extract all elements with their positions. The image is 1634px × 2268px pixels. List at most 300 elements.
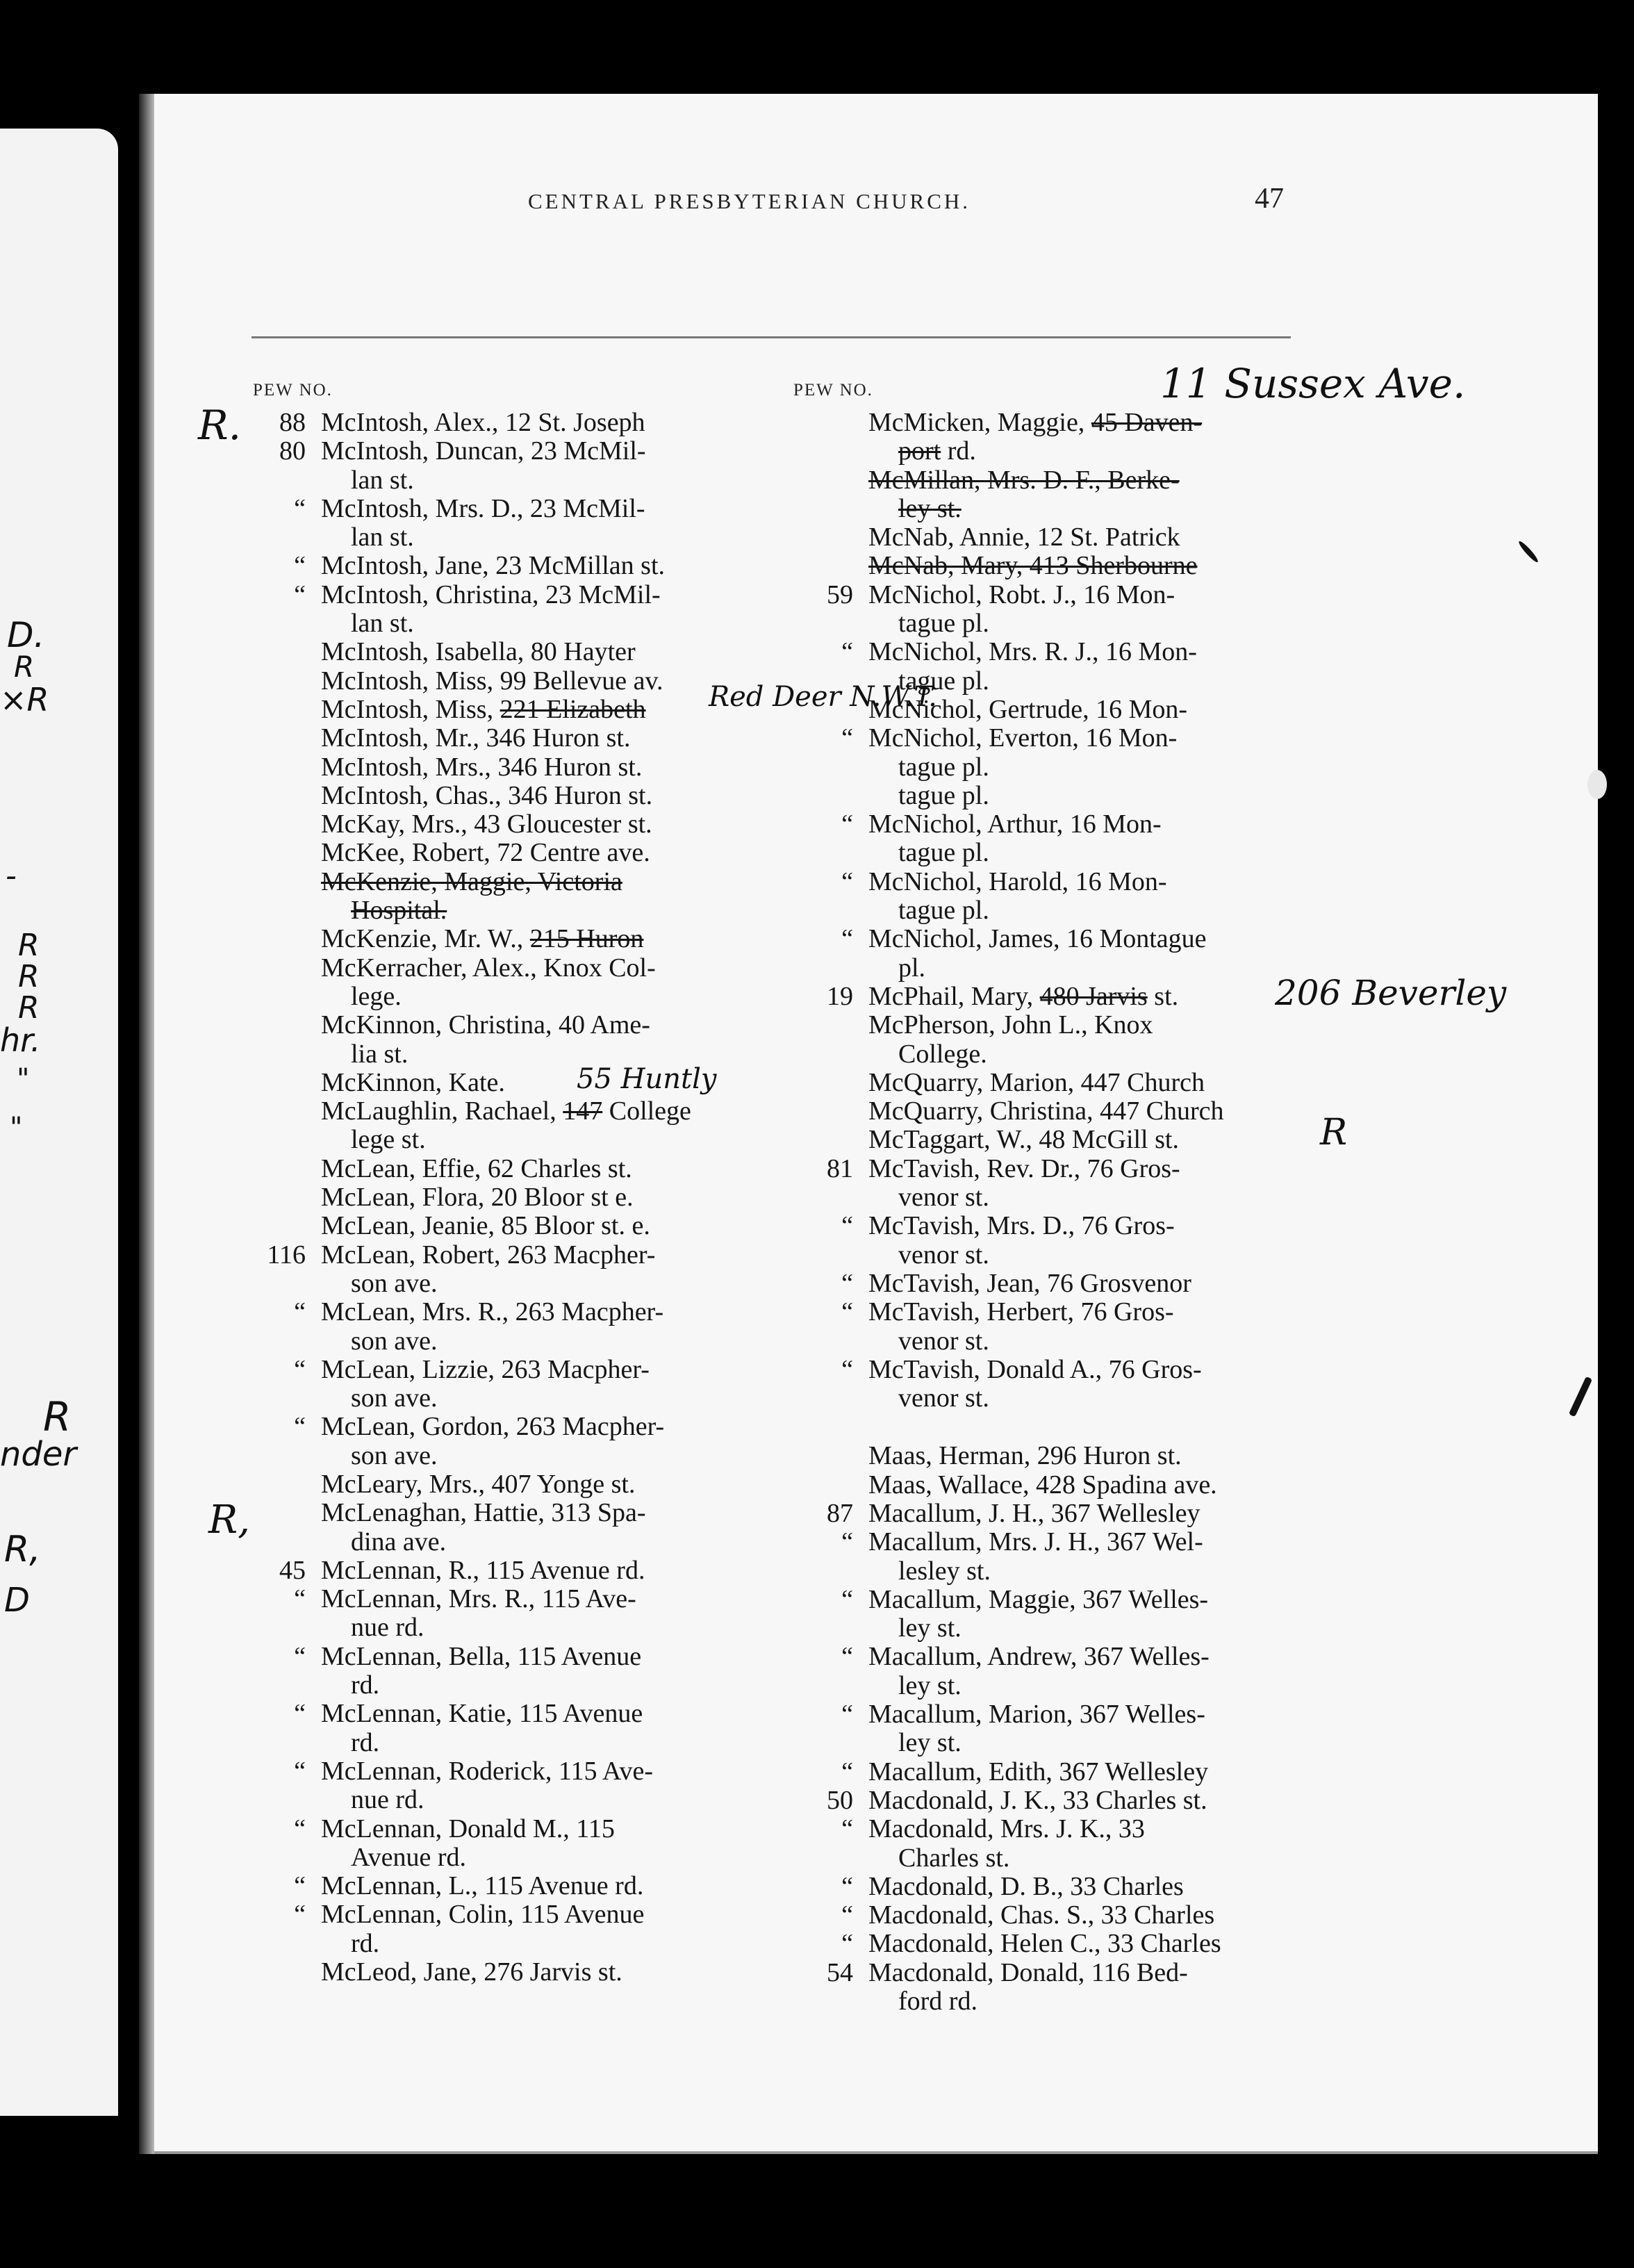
entry-continuation bbox=[258, 1729, 786, 1757]
margin-mark: hr. bbox=[0, 1021, 41, 1059]
handwritten-address: 206 Beverley bbox=[1275, 973, 1507, 1013]
directory-entry bbox=[806, 1269, 1334, 1298]
entry-name-address: nue rd. bbox=[351, 1785, 424, 1815]
entry-continuation bbox=[258, 466, 786, 495]
entry-name-address: son ave. bbox=[351, 1440, 438, 1470]
pew-number: 50 bbox=[827, 1785, 853, 1815]
directory-entry bbox=[806, 1815, 1334, 1843]
pew-number: “ bbox=[841, 1354, 853, 1384]
entry-name-address: venor st. bbox=[898, 1326, 989, 1356]
pew-number: “ bbox=[841, 1642, 853, 1672]
pew-number: “ bbox=[294, 493, 306, 523]
directory-entry bbox=[806, 409, 1334, 437]
margin-mark: R, bbox=[4, 1529, 41, 1570]
entry-text bbox=[898, 1614, 962, 1643]
entry-continuation bbox=[258, 1528, 786, 1556]
entry-text bbox=[868, 1298, 1174, 1326]
margin-mark: " bbox=[10, 1112, 23, 1144]
struck-out-text: 215 Huron bbox=[529, 924, 644, 954]
entry-text bbox=[868, 581, 1175, 609]
directory-entry bbox=[258, 495, 786, 523]
pew-number: “ bbox=[294, 1900, 306, 1930]
directory-entry bbox=[258, 1499, 786, 1527]
entry-text bbox=[898, 437, 976, 466]
handwritten-mark: R bbox=[1320, 1112, 1348, 1153]
entry-name-address: McKinnon, Kate. bbox=[321, 1067, 505, 1097]
pew-number: “ bbox=[841, 1757, 853, 1786]
margin-mark: ×R bbox=[0, 681, 49, 718]
directory-entry bbox=[806, 552, 1334, 580]
directory-entry bbox=[258, 868, 786, 896]
entry-text bbox=[898, 896, 989, 925]
pew-number: 116 bbox=[267, 1240, 306, 1269]
entry-text bbox=[321, 1815, 615, 1843]
entry-text bbox=[898, 1844, 1009, 1873]
entry-continuation bbox=[258, 1126, 786, 1154]
entry-text bbox=[868, 1126, 1179, 1154]
pew-no-label-right: PEW NO. bbox=[793, 381, 873, 400]
pew-number: “ bbox=[841, 723, 853, 753]
entry-name-address: tague pl. bbox=[898, 752, 989, 782]
entry-name-address: rd. bbox=[351, 1670, 380, 1700]
directory-entry bbox=[806, 581, 1334, 609]
pew-number: “ bbox=[294, 1412, 306, 1442]
handwritten-address: 11 Sussex Ave. bbox=[1160, 360, 1466, 407]
entry-name-address: nue rd. bbox=[351, 1613, 424, 1643]
entry-text bbox=[898, 495, 962, 523]
entry-text bbox=[321, 1298, 663, 1326]
entry-name-address: Macallum, Maggie, 367 Welles- bbox=[868, 1584, 1209, 1614]
pew-number: 59 bbox=[827, 580, 853, 609]
directory-entry bbox=[258, 1643, 786, 1671]
gutter-shadow bbox=[139, 94, 154, 2154]
directory-entry bbox=[806, 1097, 1334, 1126]
entry-continuation bbox=[806, 839, 1334, 867]
pew-number: “ bbox=[294, 1641, 306, 1671]
entry-text bbox=[868, 724, 1177, 753]
entry-text bbox=[898, 954, 925, 983]
handwritten-address: 55 Huntly bbox=[577, 1063, 717, 1095]
entry-continuation bbox=[806, 1327, 1334, 1356]
directory-entry bbox=[806, 724, 1334, 753]
entry-name-address: venor st. bbox=[898, 1240, 989, 1269]
entry-name-address: Macallum, Mrs. J. H., 367 Wel- bbox=[868, 1527, 1203, 1557]
pew-number: “ bbox=[294, 1756, 306, 1786]
pew-no-label-left: PEW NO. bbox=[253, 381, 333, 400]
entry-name-address: venor st. bbox=[898, 1183, 989, 1213]
entry-name-address: McIntosh, Miss, bbox=[321, 694, 494, 724]
entry-name-address: McLean, Lizzie, 263 Macpher- bbox=[321, 1354, 650, 1384]
entry-text bbox=[868, 1499, 1200, 1528]
entry-text bbox=[868, 1873, 1184, 1901]
directory-entry bbox=[806, 1471, 1334, 1499]
entry-text bbox=[898, 1672, 962, 1700]
pew-number: “ bbox=[841, 924, 853, 954]
entry-text bbox=[321, 839, 650, 867]
entry-continuation bbox=[258, 1930, 786, 1958]
entry-name-address: McLean, Flora, 20 Bloor st e. bbox=[321, 1183, 634, 1213]
pew-number: “ bbox=[294, 580, 306, 609]
struck-out-text: McKenzie, Maggie, Victoria bbox=[321, 866, 622, 896]
entry-text bbox=[868, 1930, 1221, 1958]
entry-continuation bbox=[806, 609, 1334, 638]
entry-name-address: McKinnon, Christina, 40 Ame- bbox=[321, 1010, 650, 1040]
facing-page-edge bbox=[0, 129, 118, 2116]
entry-text bbox=[868, 1528, 1203, 1556]
entry-name-address: Macdonald, D. B., 33 Charles bbox=[868, 1871, 1184, 1901]
pew-number: “ bbox=[294, 1354, 306, 1384]
entry-text bbox=[351, 1384, 438, 1413]
entry-name-address: McNichol, James, 16 Montague bbox=[868, 924, 1207, 954]
section-gap bbox=[806, 1413, 1334, 1442]
entry-continuation bbox=[806, 954, 1334, 983]
entry-continuation bbox=[806, 1729, 1334, 1757]
entry-name-address: McLaughlin, Rachael, bbox=[321, 1096, 556, 1126]
entry-continuation bbox=[806, 1844, 1334, 1873]
directory-column-right bbox=[806, 409, 1334, 2016]
entry-continuation bbox=[806, 753, 1334, 782]
entry-name-address: McLennan, Roderick, 115 Ave- bbox=[321, 1756, 654, 1786]
directory-entry bbox=[258, 667, 786, 696]
entry-text bbox=[868, 552, 1197, 580]
directory-entry bbox=[258, 1183, 786, 1212]
entry-name-address: McIntosh, Alex., 12 St. Joseph bbox=[321, 408, 645, 437]
entry-continuation bbox=[258, 1843, 786, 1872]
directory-entry bbox=[258, 1298, 786, 1326]
directory-entry bbox=[258, 1356, 786, 1384]
margin-mark: R bbox=[18, 990, 40, 1026]
entry-name-address: Macallum, J. H., 367 Wellesley bbox=[868, 1498, 1200, 1528]
pew-number: “ bbox=[294, 1699, 306, 1729]
entry-text bbox=[321, 1413, 664, 1441]
directory-entry bbox=[806, 1901, 1334, 1930]
directory-entry bbox=[258, 839, 786, 867]
entry-name-address: McNichol, Robt. J., 16 Mon- bbox=[868, 580, 1175, 609]
entry-text bbox=[351, 896, 447, 925]
entry-text bbox=[351, 1269, 438, 1298]
entry-name-address: son ave. bbox=[351, 1268, 438, 1298]
pew-number: “ bbox=[841, 1900, 853, 1930]
entry-name-address: McLean, Jeanie, 85 Bloor st. e. bbox=[321, 1211, 650, 1241]
entry-name-address: McTavish, Donald A., 76 Gros- bbox=[868, 1354, 1202, 1384]
directory-entry bbox=[806, 1212, 1334, 1240]
directory-entry bbox=[806, 1499, 1334, 1528]
directory-entry bbox=[806, 1356, 1334, 1384]
entry-name-address: McIntosh, Mr., 346 Huron st. bbox=[321, 723, 631, 753]
entry-text bbox=[321, 1183, 634, 1212]
struck-out-text: 221 Elizabeth bbox=[500, 694, 646, 724]
directory-entry bbox=[258, 581, 786, 609]
entry-text bbox=[898, 1241, 989, 1269]
entry-text bbox=[351, 1671, 379, 1700]
entry-name-address: Macdonald, Chas. S., 33 Charles bbox=[868, 1900, 1215, 1930]
entry-continuation bbox=[258, 1442, 786, 1470]
entry-name-address: McIntosh, Chas., 346 Huron st. bbox=[321, 780, 653, 810]
entry-text bbox=[351, 1786, 424, 1814]
pew-number: “ bbox=[294, 1584, 306, 1614]
entry-continuation bbox=[258, 1671, 786, 1700]
entry-name-address: McLean, Gordon, 263 Macpher- bbox=[321, 1412, 665, 1442]
entry-name-address: Macdonald, Mrs. J. K., 33 bbox=[868, 1814, 1145, 1844]
entry-continuation bbox=[258, 1613, 786, 1642]
directory-entry bbox=[258, 810, 786, 839]
entry-name-address: McLennan, R., 115 Avenue rd. bbox=[321, 1555, 645, 1585]
entry-name-address: McLennan, Mrs. R., 115 Ave- bbox=[321, 1584, 636, 1614]
entry-name-address: McNichol, Harold, 16 Mon- bbox=[868, 866, 1167, 896]
entry-text bbox=[351, 983, 402, 1011]
entry-name-address: McQuarry, Marion, 447 Church bbox=[868, 1067, 1205, 1097]
entry-text bbox=[898, 753, 989, 782]
entry-name-address: McIntosh, Jane, 23 McMillan st. bbox=[321, 551, 666, 581]
entry-text bbox=[898, 839, 989, 867]
entry-text bbox=[321, 782, 652, 810]
directory-entry bbox=[806, 1528, 1334, 1556]
directory-entry bbox=[258, 638, 786, 666]
pew-number: “ bbox=[841, 866, 853, 896]
entry-text bbox=[898, 1987, 977, 2016]
entry-text bbox=[321, 724, 630, 753]
entry-name-address: McNichol, Gertrude, 16 Mon- bbox=[868, 694, 1188, 724]
entry-continuation bbox=[806, 1183, 1334, 1212]
entry-name-address: College. bbox=[898, 1039, 987, 1069]
pew-number: 81 bbox=[827, 1153, 853, 1183]
entry-text bbox=[868, 1471, 1217, 1499]
entry-text bbox=[868, 409, 1202, 437]
entry-text bbox=[868, 1758, 1208, 1786]
pew-number: “ bbox=[841, 1814, 853, 1844]
entry-name-address: McLenaghan, Hattie, 313 Spa- bbox=[321, 1498, 646, 1528]
margin-mark: " bbox=[17, 1063, 30, 1095]
pew-number: “ bbox=[841, 1871, 853, 1901]
entry-name-address: dina ave. bbox=[351, 1527, 447, 1556]
directory-entry bbox=[806, 1758, 1334, 1786]
entry-name-address: Maas, Herman, 296 Huron st. bbox=[868, 1441, 1182, 1471]
entry-name-address: lege. bbox=[351, 981, 402, 1011]
entry-text bbox=[321, 638, 636, 666]
entry-continuation bbox=[806, 1241, 1334, 1269]
entry-name-address: McQuarry, Christina, 447 Church bbox=[868, 1096, 1224, 1126]
entry-text bbox=[868, 1069, 1205, 1097]
entry-name-address: McLean, Mrs. R., 263 Macpher- bbox=[321, 1297, 664, 1327]
entry-name-address: McNab, Annie, 12 St. Patrick bbox=[868, 523, 1180, 552]
entry-name-address: McIntosh, Christina, 23 McMil- bbox=[321, 580, 661, 609]
entry-name-address: tague pl. bbox=[898, 666, 989, 696]
directory-entry bbox=[258, 1470, 786, 1499]
entry-text bbox=[868, 1959, 1188, 1987]
entry-name-address: ley st. bbox=[898, 1728, 962, 1758]
entry-text bbox=[898, 1557, 991, 1586]
entry-name-address: ley st. bbox=[898, 1670, 962, 1700]
directory-entry bbox=[806, 1643, 1334, 1671]
entry-text bbox=[321, 925, 643, 953]
handwritten-address: Red Deer N.W.T. bbox=[709, 681, 937, 713]
pew-number: 45 bbox=[279, 1555, 306, 1585]
entry-text bbox=[351, 466, 414, 495]
entry-continuation bbox=[258, 1384, 786, 1413]
directory-entry bbox=[806, 523, 1334, 552]
entry-name-address: McLean, Effie, 62 Charles st. bbox=[321, 1153, 632, 1183]
entry-name-address: Macallum, Marion, 367 Welles- bbox=[868, 1700, 1205, 1729]
entry-text bbox=[898, 1729, 962, 1757]
entry-continuation bbox=[806, 782, 1334, 810]
pew-number: “ bbox=[841, 1268, 853, 1298]
entry-name-address: lege st. bbox=[351, 1125, 426, 1155]
directory-entry bbox=[258, 1155, 786, 1183]
handwritten-mark: R. bbox=[198, 402, 242, 449]
entry-text-after: rd. bbox=[947, 436, 976, 466]
entry-continuation bbox=[258, 1786, 786, 1814]
entry-text bbox=[321, 1470, 635, 1499]
margin-mark: R bbox=[14, 650, 35, 684]
entry-text bbox=[351, 1126, 426, 1154]
entry-text bbox=[321, 581, 661, 609]
entry-continuation bbox=[258, 1327, 786, 1356]
entry-text bbox=[898, 1040, 987, 1069]
pew-number: “ bbox=[841, 1700, 853, 1729]
entry-text bbox=[868, 523, 1180, 552]
entry-text bbox=[321, 753, 642, 782]
entry-text bbox=[868, 925, 1207, 953]
directory-entry bbox=[258, 1958, 786, 1987]
directory-entry bbox=[806, 1873, 1334, 1901]
entry-name-address: Macdonald, J. K., 33 Charles st. bbox=[868, 1785, 1207, 1815]
struck-out-text: McNab, Mary, 413 Sherbourne bbox=[868, 551, 1198, 581]
entry-name-address: McKenzie, Mr. W., bbox=[321, 924, 524, 954]
entry-name-address: McMicken, Maggie, bbox=[868, 408, 1085, 437]
entry-text bbox=[868, 983, 1178, 1011]
entry-name-address: Avenue rd. bbox=[351, 1842, 467, 1872]
entry-name-address: McLennan, L., 115 Avenue rd. bbox=[321, 1871, 644, 1901]
pew-number: 88 bbox=[279, 408, 306, 437]
directory-entry bbox=[258, 1241, 786, 1269]
directory-entry bbox=[806, 1298, 1334, 1326]
entry-name-address: lan st. bbox=[351, 465, 414, 495]
directory-entry bbox=[258, 1585, 786, 1613]
page-number: 47 bbox=[1255, 183, 1284, 215]
entry-name-address: rd. bbox=[351, 1928, 380, 1958]
entry-text bbox=[868, 1011, 1153, 1040]
entry-text bbox=[351, 1528, 446, 1556]
entry-name-address: McIntosh, Mrs. D., 23 McMil- bbox=[321, 493, 645, 523]
entry-name-address: McTavish, Jean, 76 Grosvenor bbox=[868, 1268, 1191, 1298]
directory-entry bbox=[258, 437, 786, 466]
entry-text bbox=[321, 552, 665, 580]
margin-mark: nder bbox=[0, 1435, 77, 1474]
directory-entry bbox=[806, 1786, 1334, 1815]
entry-text bbox=[351, 1040, 408, 1069]
entry-text bbox=[321, 1155, 632, 1183]
entry-name-address: McLennan, Katie, 115 Avenue bbox=[321, 1699, 643, 1729]
entry-text bbox=[321, 1757, 653, 1786]
margin-mark: R bbox=[18, 928, 40, 963]
entry-name-address: Charles st. bbox=[898, 1843, 1010, 1873]
entry-text bbox=[868, 1700, 1205, 1729]
entry-text bbox=[321, 1700, 643, 1728]
entry-text bbox=[321, 1556, 645, 1585]
entry-name-address: McLeod, Jane, 276 Jarvis st. bbox=[321, 1957, 622, 1987]
entry-text bbox=[321, 868, 622, 896]
pew-number: “ bbox=[294, 1297, 306, 1327]
entry-continuation bbox=[806, 1614, 1334, 1643]
entry-name-address: son ave. bbox=[351, 1326, 438, 1356]
struck-out-text: McMillan, Mrs. D. F., Berke- bbox=[868, 465, 1180, 495]
directory-entry bbox=[806, 810, 1334, 839]
entry-name-address: McPhail, Mary, bbox=[868, 981, 1034, 1011]
entry-text bbox=[321, 1643, 641, 1671]
pew-number: “ bbox=[294, 551, 306, 581]
directory-entry bbox=[258, 1097, 786, 1126]
entry-name-address: McLennan, Donald M., 115 bbox=[321, 1814, 615, 1843]
entry-name-address: McIntosh, Miss, 99 Bellevue av. bbox=[321, 666, 663, 696]
pew-number: “ bbox=[841, 810, 853, 839]
directory-entry bbox=[806, 868, 1334, 896]
entry-text bbox=[321, 1900, 644, 1929]
directory-entry bbox=[806, 1700, 1334, 1729]
entry-name-address: Macallum, Andrew, 367 Welles- bbox=[868, 1642, 1210, 1672]
directory-entry bbox=[258, 1212, 786, 1240]
directory-entry bbox=[806, 1155, 1334, 1183]
directory-entry bbox=[806, 466, 1334, 495]
entry-text bbox=[351, 1613, 424, 1642]
entry-name-address: son ave. bbox=[351, 1383, 438, 1413]
entry-name-address: McIntosh, Isabella, 80 Hayter bbox=[321, 637, 636, 667]
pew-number: 80 bbox=[279, 436, 306, 466]
entry-text bbox=[321, 954, 656, 983]
pew-number: 87 bbox=[827, 1498, 853, 1528]
entry-text bbox=[868, 1155, 1180, 1183]
entry-text bbox=[321, 1011, 650, 1040]
entry-text bbox=[868, 1586, 1208, 1614]
entry-text bbox=[868, 1269, 1191, 1298]
entry-text bbox=[321, 409, 645, 437]
entry-name-address: Macdonald, Helen C., 33 Charles bbox=[868, 1929, 1221, 1959]
entry-text-after: College bbox=[609, 1096, 691, 1126]
entry-text bbox=[321, 495, 645, 523]
struck-out-text: 480 Jarvis bbox=[1039, 981, 1148, 1011]
entry-name-address: McNichol, Arthur, 16 Mon- bbox=[868, 810, 1162, 839]
pew-number: “ bbox=[294, 1814, 306, 1843]
handwritten-mark: R, bbox=[208, 1497, 250, 1543]
entry-continuation bbox=[806, 1040, 1334, 1069]
directory-entry bbox=[258, 1413, 786, 1441]
directory-entry bbox=[258, 1011, 786, 1040]
entry-name-address: McKee, Robert, 72 Centre ave. bbox=[321, 838, 650, 868]
entry-text bbox=[321, 1356, 650, 1384]
entry-text bbox=[898, 1384, 989, 1413]
margin-mark: R bbox=[18, 959, 40, 994]
entry-text bbox=[351, 1930, 379, 1958]
entry-text bbox=[351, 1327, 438, 1356]
directory-entry bbox=[258, 1900, 786, 1929]
directory-entry bbox=[258, 409, 786, 437]
margin-mark: D bbox=[4, 1581, 30, 1620]
directory-entry bbox=[258, 552, 786, 580]
entry-text bbox=[898, 609, 989, 638]
header-rule bbox=[251, 336, 1291, 338]
entry-text bbox=[898, 1327, 989, 1356]
struck-out-text: ley st. bbox=[898, 493, 962, 523]
pew-number: 54 bbox=[827, 1957, 853, 1987]
entry-name-address: tague pl. bbox=[898, 896, 989, 926]
entry-text bbox=[351, 1442, 438, 1470]
entry-text bbox=[321, 667, 663, 696]
entry-continuation bbox=[806, 1557, 1334, 1586]
directory-column-left bbox=[258, 409, 786, 1987]
pew-number: 19 bbox=[827, 981, 853, 1011]
entry-continuation bbox=[806, 1672, 1334, 1700]
directory-entry bbox=[806, 1959, 1334, 1987]
pew-number: “ bbox=[841, 1211, 853, 1241]
